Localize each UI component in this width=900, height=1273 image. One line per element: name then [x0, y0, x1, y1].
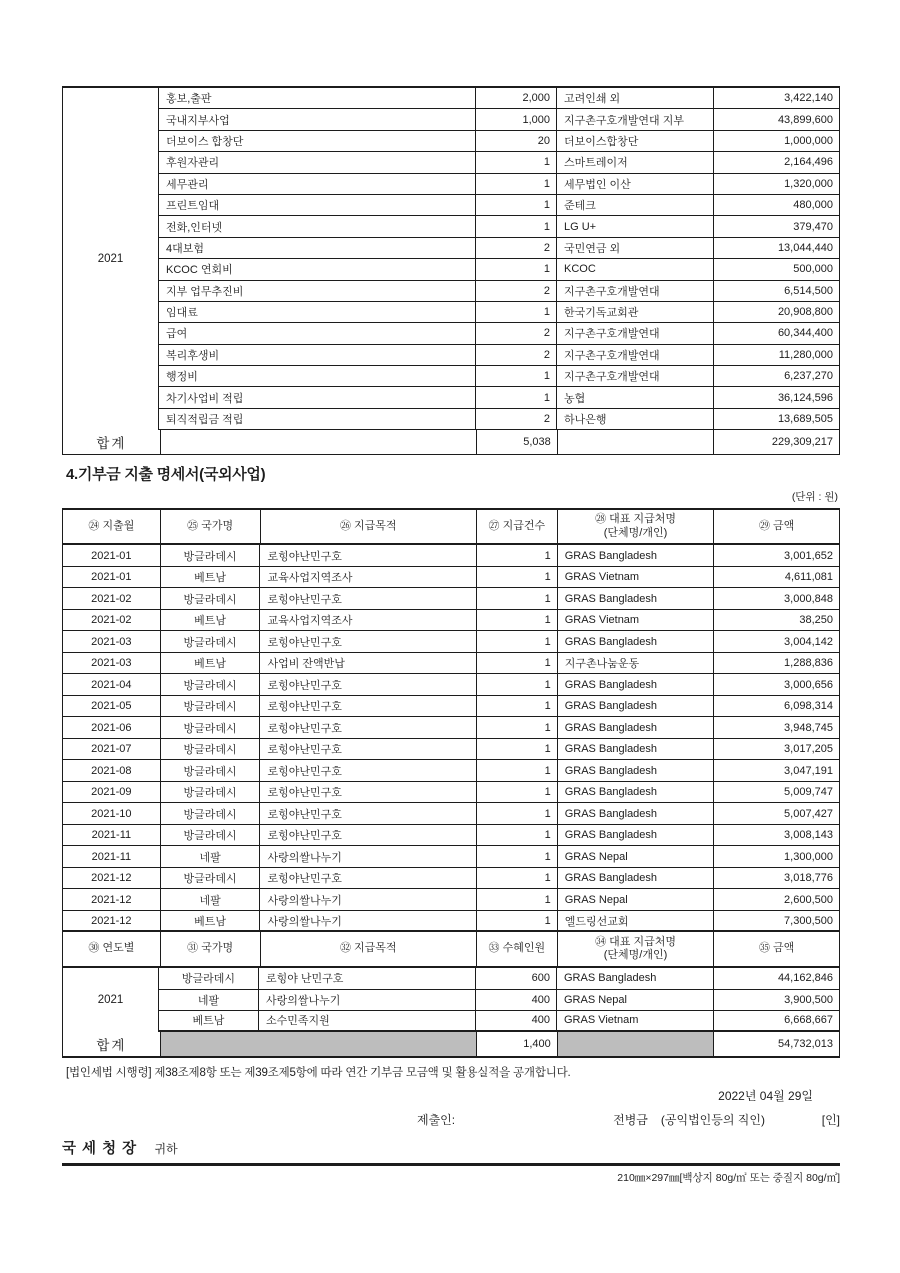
total-label: 합계 [63, 430, 161, 454]
count-cell: 20 [476, 131, 557, 151]
table-row [63, 610, 839, 632]
domestic-expenditure-table [62, 86, 840, 455]
payee-cell: 농협 [557, 387, 714, 407]
total-beneficiaries-cell: 1,400 [477, 1032, 558, 1056]
payee-cell: GRAS Bangladesh [558, 674, 715, 695]
count-cell: 2 [476, 238, 557, 258]
table-row [159, 345, 839, 366]
count-cell: 1 [476, 366, 557, 386]
payee-cell: 지구촌구호개발연대 [557, 366, 714, 386]
item-cell: 급여 [159, 323, 476, 343]
table-row [63, 567, 839, 589]
payee-cell: 준테크 [557, 195, 714, 215]
table-row [159, 1011, 839, 1032]
count-cell: 1 [476, 387, 557, 407]
month-cell: 2021-12 [63, 889, 161, 910]
amount-cell: 36,124,596 [777, 391, 833, 404]
table-row [63, 696, 839, 718]
amount-cell: 5,007,427 [784, 807, 833, 820]
header-amount: ㉟ 금액 [759, 942, 795, 955]
amount-cell: 4,611,081 [784, 571, 833, 583]
amount-cell: 38,250 [799, 614, 833, 626]
payee-cell: 하나은행 [557, 409, 714, 429]
payee-cell: 한국기독교회관 [557, 302, 714, 322]
payee-cell: GRAS Vietnam [558, 567, 715, 588]
payee-cell: LG U+ [557, 216, 714, 236]
header-payee-line1: ㉞ 대표 지급처명 [595, 935, 676, 948]
purpose-cell: 로힝야난민구호 [260, 545, 476, 566]
country-cell: 방글라데시 [161, 696, 261, 717]
amount-cell: 500,000 [793, 263, 833, 276]
amount-cell: 6,237,270 [784, 370, 833, 383]
table-row [63, 760, 839, 782]
count-cell: 1 [477, 889, 558, 910]
country-cell: 방글라데시 [161, 674, 261, 695]
month-cell: 2021-07 [63, 739, 161, 760]
count-cell: 1 [477, 825, 558, 846]
payee-cell: GRAS Bangladesh [558, 825, 715, 846]
count-cell: 1 [477, 674, 558, 695]
payee-cell: GRAS Bangladesh [558, 868, 715, 889]
domestic-table-body [63, 88, 839, 430]
purpose-cell: 로힝야난민구호 [260, 803, 476, 824]
overseas-rows [63, 545, 839, 932]
country-cell: 방글라데시 [161, 782, 261, 803]
count-cell: 1 [477, 782, 558, 803]
domestic-total-row [63, 430, 839, 454]
count-cell: 2 [476, 409, 557, 429]
country-cell: 네팔 [161, 889, 261, 910]
seal-note: (공익법인등의 직인) [660, 1113, 765, 1128]
table-row [63, 588, 839, 610]
purpose-cell: 소수민족지원 [259, 1011, 476, 1030]
country-cell: 방글라데시 [161, 631, 261, 652]
item-cell: 후원자관리 [159, 152, 476, 172]
purpose-cell: 로힝야난민구호 [260, 760, 476, 781]
country-cell: 방글라데시 [161, 545, 261, 566]
payee-cell: 지구촌나눔운동 [558, 653, 715, 674]
country-cell: 방글라데시 [161, 760, 261, 781]
table-row [159, 990, 839, 1011]
amount-cell: 6,668,667 [784, 1014, 833, 1027]
table-row [159, 131, 839, 152]
item-cell: KCOC 연회비 [159, 259, 476, 279]
month-cell: 2021-03 [63, 631, 161, 652]
count-cell: 1 [477, 567, 558, 588]
country-cell: 베트남 [159, 1011, 259, 1030]
amount-cell: 3,004,142 [784, 635, 833, 648]
purpose-cell: 사업비 잔액반납 [260, 653, 476, 674]
unit-label: (단위 : 원) [791, 491, 838, 504]
table-row [63, 674, 839, 696]
table-row [63, 846, 839, 868]
recipient-suffix: 귀하 [154, 1142, 178, 1157]
amount-cell: 7,300,500 [784, 914, 833, 927]
table-row [159, 195, 839, 216]
header-month: ㉔ 지출월 [63, 510, 161, 543]
table-row [63, 868, 839, 890]
count-cell: 1 [477, 911, 558, 931]
amount-cell: 43,899,600 [777, 113, 833, 126]
item-cell: 임대료 [159, 302, 476, 322]
table-row [159, 259, 839, 280]
table-row [63, 739, 839, 761]
payee-cell: 스마트레이저 [557, 152, 714, 172]
amount-cell: 3,422,140 [784, 92, 833, 105]
header-count: ㉗ 지급건수 [477, 510, 558, 543]
table-row [159, 968, 839, 989]
amount-cell: 5,009,747 [784, 786, 833, 798]
country-cell: 네팔 [161, 846, 261, 867]
header-payee-line2: (단체명/개인) [603, 949, 668, 962]
overseas-total-row [63, 1032, 839, 1056]
item-cell: 국내지부사업 [159, 109, 476, 129]
summary-year-cell: 2021 [63, 968, 159, 1032]
amount-cell: 379,470 [793, 220, 833, 233]
country-cell: 방글라데시 [161, 739, 261, 760]
amount-cell: 13,044,440 [777, 241, 833, 254]
table-row [159, 238, 839, 259]
count-cell: 2,000 [476, 88, 557, 108]
month-cell: 2021-10 [63, 803, 161, 824]
amount-cell: 44,162,846 [777, 972, 833, 985]
table-row [159, 152, 839, 173]
gray-merged-cell [161, 1032, 477, 1056]
amount-cell: 20,908,800 [777, 306, 833, 319]
header-beneficiaries: ㉝ 수혜인원 [477, 932, 558, 966]
beneficiaries-cell: 400 [476, 1011, 557, 1030]
payee-cell: GRAS Vietnam [557, 1011, 714, 1030]
country-cell: 방글라데시 [161, 588, 261, 609]
purpose-cell: 교육사업지역조사 [260, 567, 476, 588]
total-amount-cell: 54,732,013 [777, 1038, 834, 1051]
country-cell: 네팔 [159, 990, 259, 1010]
payee-cell: GRAS Bangladesh [558, 739, 715, 760]
payee-cell: 지구촌구호개발연대 지부 [557, 109, 714, 129]
header-purpose: ㉜ 지급목적 [261, 932, 477, 966]
purpose-cell: 로힝야난민구호 [260, 739, 476, 760]
recipient-line [62, 1137, 840, 1158]
item-cell: 행정비 [159, 366, 476, 386]
payee-cell: GRAS Bangladesh [557, 968, 714, 988]
table-row [159, 174, 839, 195]
header-purpose: ㉖ 지급목적 [261, 510, 477, 543]
count-cell: 1 [477, 588, 558, 609]
payee-cell: GRAS Bangladesh [558, 588, 715, 609]
table-row [159, 323, 839, 344]
payee-cell: GRAS Nepal [558, 846, 715, 867]
table-row [63, 782, 839, 804]
empty-cell [161, 430, 477, 454]
table-row [63, 825, 839, 847]
count-cell: 1 [477, 610, 558, 631]
item-cell: 퇴직적립금 적립 [159, 409, 476, 429]
count-cell: 1,000 [476, 109, 557, 129]
count-cell: 1 [476, 195, 557, 215]
table-row [63, 545, 839, 567]
month-cell: 2021-02 [63, 588, 161, 609]
paper-spec: 210㎜×297㎜[백상지 80g/㎡ 또는 중질지 80g/㎡] [617, 1172, 840, 1185]
country-cell: 베트남 [161, 653, 261, 674]
table-row [63, 803, 839, 825]
count-cell: 1 [477, 717, 558, 738]
month-cell: 2021-01 [63, 545, 161, 566]
count-cell: 1 [477, 868, 558, 889]
header-payee-line2: (단체명/개인) [603, 526, 668, 539]
item-cell: 지부 업무추진비 [159, 281, 476, 301]
submitter-name: 전병금 [613, 1113, 648, 1128]
item-cell: 차기사업비 적립 [159, 387, 476, 407]
amount-cell: 3,000,848 [784, 592, 833, 605]
month-cell: 2021-11 [63, 846, 161, 867]
payee-cell: 고려인쇄 외 [557, 88, 714, 108]
seal-mark: [인] [821, 1113, 840, 1128]
month-cell: 2021-11 [63, 825, 161, 846]
month-cell: 2021-03 [63, 653, 161, 674]
amount-cell: 1,288,836 [784, 657, 833, 669]
table-row [159, 281, 839, 302]
item-cell: 홍보,출판 [159, 88, 476, 108]
month-cell: 2021-06 [63, 717, 161, 738]
amount-cell: 3,008,143 [784, 829, 833, 841]
date-line: 2022년 04월 29일 [718, 1089, 813, 1104]
count-cell: 1 [476, 152, 557, 172]
item-cell: 전화,인터넷 [159, 216, 476, 236]
table-row [63, 911, 839, 933]
table-row [63, 717, 839, 739]
purpose-cell: 사랑의쌀나누기 [260, 911, 476, 931]
payee-cell: GRAS Bangladesh [558, 717, 715, 738]
count-cell: 1 [477, 739, 558, 760]
count-cell: 1 [476, 174, 557, 194]
item-cell: 4대보험 [159, 238, 476, 258]
total-label: 합계 [63, 1032, 161, 1056]
country-cell: 베트남 [161, 911, 261, 931]
count-cell: 1 [477, 696, 558, 717]
purpose-cell: 로힝야난민구호 [260, 631, 476, 652]
payee-cell: 지구촌구호개발연대 [557, 323, 714, 343]
overseas-header-row [63, 510, 839, 545]
payee-cell: 더보이스합창단 [557, 131, 714, 151]
purpose-cell: 로힝야난민구호 [260, 868, 476, 889]
country-cell: 베트남 [161, 610, 261, 631]
purpose-cell: 로힝야난민구호 [260, 674, 476, 695]
domestic-rows [159, 88, 839, 430]
country-cell: 방글라데시 [161, 717, 261, 738]
payee-cell: GRAS Vietnam [558, 610, 715, 631]
table-row [159, 88, 839, 109]
count-cell: 1 [477, 803, 558, 824]
amount-cell: 6,098,314 [784, 700, 833, 712]
header-year: ㉚ 연도별 [63, 932, 161, 966]
count-cell: 1 [476, 259, 557, 279]
payee-cell: GRAS Bangladesh [558, 631, 715, 652]
overseas-expenditure-table [62, 508, 840, 1058]
purpose-cell: 로힝야난민구호 [260, 825, 476, 846]
month-cell: 2021-12 [63, 868, 161, 889]
payee-cell: 국민연금 외 [557, 238, 714, 258]
country-cell: 방글라데시 [161, 803, 261, 824]
table-row [159, 409, 839, 430]
overseas-summary-header-row [63, 932, 839, 968]
payee-cell: GRAS Bangladesh [558, 782, 715, 803]
amount-cell: 13,689,505 [777, 413, 833, 426]
table-row [159, 366, 839, 387]
submitter-line [62, 1111, 840, 1128]
month-cell: 2021-04 [63, 674, 161, 695]
amount-cell: 3,000,656 [784, 678, 833, 691]
amount-cell: 6,514,500 [784, 284, 833, 297]
amount-cell: 3,900,500 [784, 993, 833, 1006]
header-payee [558, 932, 715, 966]
count-cell: 1 [477, 846, 558, 867]
amount-cell: 480,000 [793, 199, 833, 212]
header-country: ㉛ 국가명 [161, 932, 261, 966]
table-row [159, 387, 839, 408]
amount-cell: 1,300,000 [784, 850, 833, 863]
empty-cell [558, 430, 715, 454]
purpose-cell: 로힝야난민구호 [260, 696, 476, 717]
count-cell: 1 [477, 631, 558, 652]
count-cell: 2 [476, 281, 557, 301]
count-cell: 1 [476, 302, 557, 322]
payee-cell: GRAS Bangladesh [558, 803, 715, 824]
donation-statement-page [62, 86, 840, 1185]
month-cell: 2021-09 [63, 782, 161, 803]
country-cell: 방글라데시 [159, 968, 259, 988]
month-cell: 2021-12 [63, 911, 161, 931]
count-cell: 1 [476, 216, 557, 236]
purpose-cell: 로힝야난민구호 [260, 588, 476, 609]
item-cell: 프린트임대 [159, 195, 476, 215]
header-payee-line1: ㉘ 대표 지급처명 [595, 513, 676, 525]
amount-cell: 3,047,191 [784, 764, 833, 777]
table-row [63, 889, 839, 911]
gray-cell [558, 1032, 715, 1056]
header-payee [558, 510, 715, 543]
amount-cell: 3,018,776 [784, 872, 833, 884]
section-title: 4.기부금 지출 명세서(국외사업) [66, 466, 266, 484]
payee-cell: 지구촌구호개발연대 [557, 345, 714, 365]
summary-rows [159, 968, 839, 1032]
payee-cell: 세무법인 이산 [557, 174, 714, 194]
amount-cell: 3,017,205 [784, 743, 833, 755]
count-cell: 1 [477, 760, 558, 781]
amount-cell: 3,001,652 [784, 549, 833, 562]
purpose-cell: 사랑의쌀나누기 [259, 990, 476, 1010]
table-row [63, 631, 839, 653]
purpose-cell: 사랑의쌀나누기 [260, 889, 476, 910]
payee-cell: KCOC [557, 259, 714, 279]
amount-cell: 2,600,500 [784, 893, 833, 906]
table-row [159, 302, 839, 323]
purpose-cell: 사랑의쌀나누기 [260, 846, 476, 867]
table-row [159, 216, 839, 237]
count-cell: 2 [476, 323, 557, 343]
recipient-name: 국 세 청 장 [62, 1141, 138, 1158]
item-cell: 복리후생비 [159, 345, 476, 365]
purpose-cell: 로힝야난민구호 [260, 782, 476, 803]
month-cell: 2021-05 [63, 696, 161, 717]
payee-cell: GRAS Bangladesh [558, 760, 715, 781]
header-amount: ㉙ 금액 [759, 519, 795, 532]
beneficiaries-cell: 600 [476, 968, 557, 988]
overseas-summary-body [63, 968, 839, 1032]
purpose-cell: 교육사업지역조사 [260, 610, 476, 631]
count-cell: 1 [477, 653, 558, 674]
total-amount-cell: 229,309,217 [771, 436, 834, 449]
month-cell: 2021-01 [63, 567, 161, 588]
payee-cell: 지구촌구호개발연대 [557, 281, 714, 301]
page-bottom-rule [62, 1163, 840, 1166]
amount-cell: 2,164,496 [784, 156, 833, 169]
beneficiaries-cell: 400 [476, 990, 557, 1010]
table-row [63, 653, 839, 675]
amount-cell: 11,280,000 [778, 348, 833, 361]
submitter-label: 제출인: [417, 1113, 456, 1128]
purpose-cell: 로힝야 난민구호 [259, 968, 476, 988]
amount-cell: 60,344,400 [777, 327, 833, 340]
amount-cell: 3,948,745 [784, 721, 833, 734]
month-cell: 2021-02 [63, 610, 161, 631]
count-cell: 1 [477, 545, 558, 566]
month-cell: 2021-08 [63, 760, 161, 781]
payee-cell: GRAS Nepal [557, 990, 714, 1010]
country-cell: 방글라데시 [161, 825, 261, 846]
item-cell: 세무관리 [159, 174, 476, 194]
purpose-cell: 로힝야난민구호 [260, 717, 476, 738]
payee-cell: 엘드링선교회 [558, 911, 715, 931]
amount-cell: 1,320,000 [784, 177, 833, 190]
count-cell: 2 [476, 345, 557, 365]
amount-cell: 1,000,000 [784, 134, 833, 147]
total-count-cell: 5,038 [477, 430, 558, 454]
country-cell: 베트남 [161, 567, 261, 588]
header-country: ㉕ 국가명 [161, 510, 261, 543]
table-row [159, 109, 839, 130]
year-cell: 2021 [63, 88, 159, 430]
item-cell: 더보이스 합창단 [159, 131, 476, 151]
country-cell: 방글라데시 [161, 868, 261, 889]
payee-cell: GRAS Nepal [558, 889, 715, 910]
payee-cell: GRAS Bangladesh [558, 696, 715, 717]
payee-cell: GRAS Bangladesh [558, 545, 715, 566]
legal-note: [법인세법 시행령] 제38조제8항 또는 제39조제5항에 따라 연간 기부금 모금액 및 활용실적을 공개합니다. [66, 1067, 571, 1080]
